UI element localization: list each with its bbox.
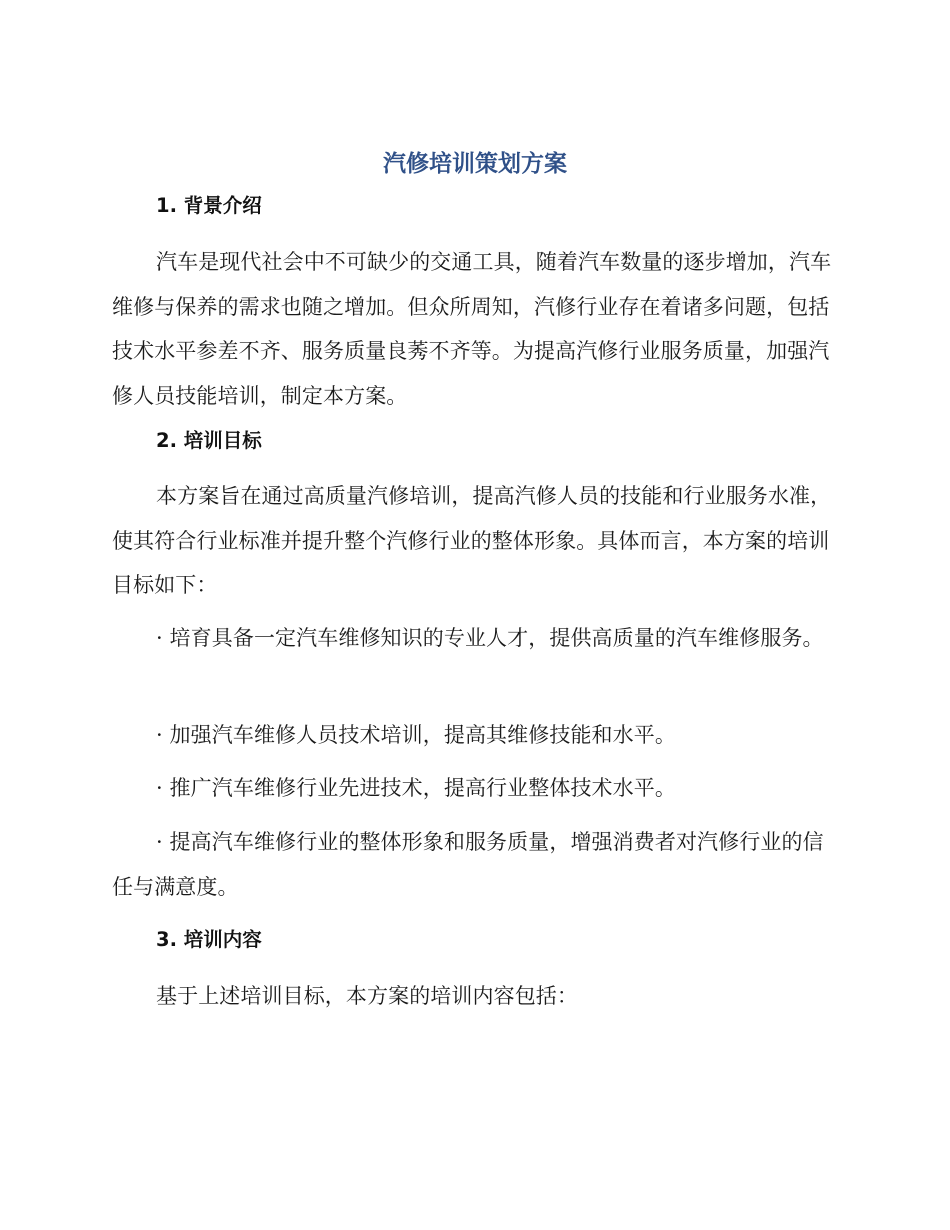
bullet-item-3: · 推广汽车维修行业先进技术，提高行业整体技术水平。 (156, 776, 676, 800)
paragraph-content-intro: 基于上述培训目标，本方案的培训内容包括： (156, 984, 578, 1008)
paragraph-goals-intro: 本方案旨在通过高质量汽修培训，提高汽修人员的技能和行业服务水准，使其符合行业标准并提升整个汽修行业的整体形象。具体而言，本方案的培训目标如下： (112, 484, 832, 597)
section-heading-background: 1. 背景介绍 (156, 194, 262, 217)
document-title: 汽修培训策划方案 (383, 151, 567, 177)
paragraph-background: 汽车是现代社会中不可缺少的交通工具，随着汽车数量的逐步增加，汽车维修与保养的需求也随之增加。但众所周知，汽修行业存在着诸多问题，包括技术水平参差不齐、服务质量良莠不齐等。为提高汽修行业服务质量，加强汽修人员技能培训，制定本方案。 (112, 250, 832, 408)
section-heading-goals: 2. 培训目标 (156, 429, 262, 452)
bullet-item-4: · 提高汽车维修行业的整体形象和服务质量，增强消费者对汽修行业的信任与满意度。 (112, 830, 824, 899)
bullet-item-2: · 加强汽车维修人员技术培训，提高其维修技能和水平。 (156, 723, 676, 747)
bullet-item-1: · 培育具备一定汽车维修知识的专业人才，提供高质量的汽车维修服务。 (156, 626, 824, 650)
section-heading-content: 3. 培训内容 (156, 928, 262, 951)
